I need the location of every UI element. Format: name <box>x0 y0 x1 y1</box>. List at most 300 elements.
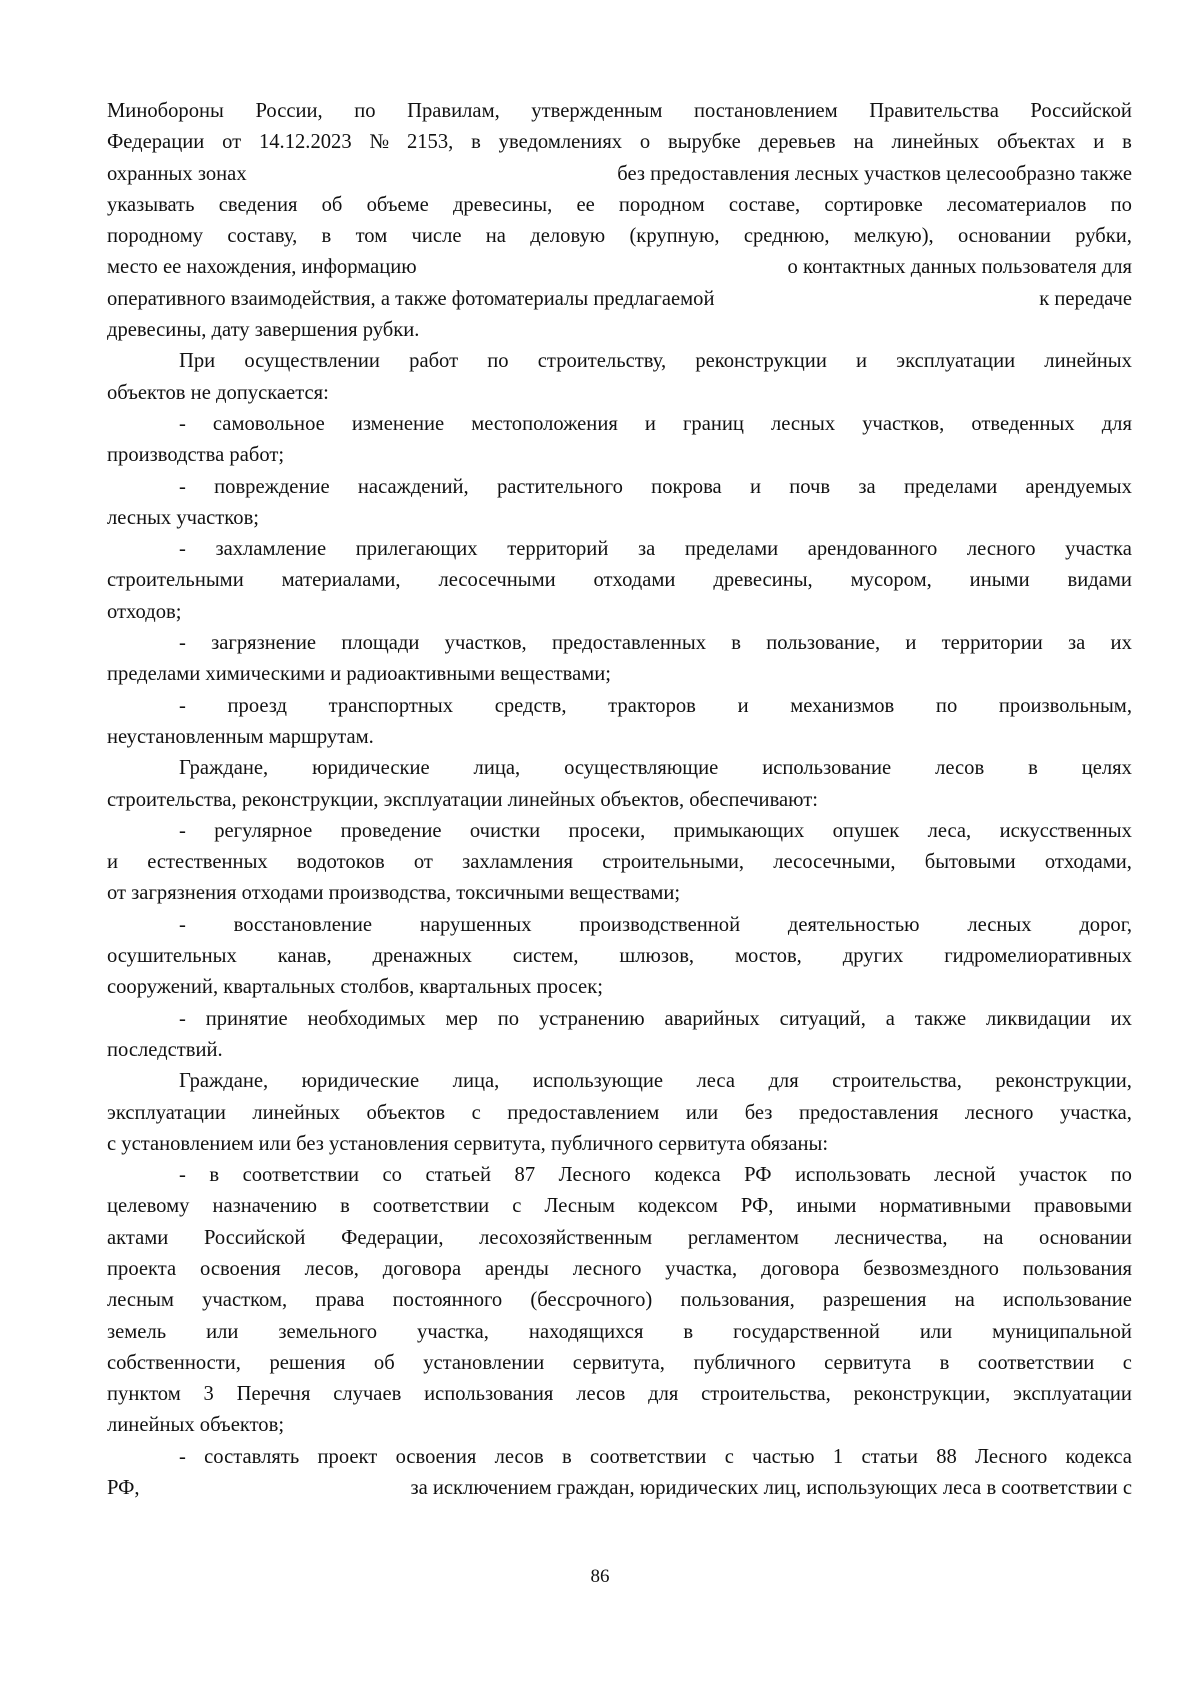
word: произвольным, <box>998 694 1132 717</box>
word: и <box>107 851 119 874</box>
word: объектов <box>366 1101 446 1124</box>
text-line <box>107 628 1132 659</box>
text-line <box>107 816 1132 847</box>
word: по <box>487 350 509 373</box>
word: видами <box>1067 569 1132 592</box>
word: лесосечными, <box>773 851 896 874</box>
word: мер <box>445 1007 478 1030</box>
word: постоянного <box>392 1289 503 1312</box>
word: № <box>369 131 390 154</box>
word: бытовыми <box>924 851 1016 874</box>
word: сервитута, <box>572 1351 665 1374</box>
word: объеме <box>366 193 429 216</box>
word: деловую <box>530 225 606 248</box>
word: по <box>354 100 376 122</box>
word: леса, <box>927 819 972 842</box>
word: повреждение <box>214 475 330 498</box>
word: по <box>497 1007 520 1030</box>
word: транспортных <box>328 694 454 717</box>
word: участка, <box>665 1257 738 1280</box>
word: Перечня <box>236 1383 311 1406</box>
word: использование <box>762 757 892 780</box>
word: лесного <box>964 1101 1034 1124</box>
word: Российской <box>203 1226 306 1249</box>
word: права <box>315 1289 365 1312</box>
word: площади <box>341 632 420 655</box>
word: рубки, <box>1075 225 1132 248</box>
word: правовыми <box>1034 1195 1132 1218</box>
word: объектах <box>996 131 1076 154</box>
word: - <box>179 819 186 842</box>
text-line <box>107 1348 1132 1379</box>
word: земельного <box>278 1320 378 1343</box>
word: просеки, <box>568 819 646 842</box>
word: почв <box>789 475 831 498</box>
word: регламентом <box>687 1226 799 1249</box>
word: публичного <box>693 1351 796 1374</box>
word: вырубке <box>668 131 741 154</box>
word: кодексом <box>638 1195 718 1218</box>
word: использование <box>1002 1289 1132 1312</box>
word: с <box>724 1445 734 1468</box>
word: предоставлением <box>507 1101 660 1124</box>
text-line <box>107 1004 1132 1035</box>
word: за <box>1068 632 1086 655</box>
word: лесов <box>576 1383 626 1406</box>
word: решения <box>269 1351 346 1374</box>
word: нарушенных <box>419 913 532 936</box>
word: - <box>179 1007 186 1030</box>
word: арендуемых <box>1025 475 1132 498</box>
word: в <box>731 632 741 655</box>
word: разрешения <box>822 1289 927 1312</box>
word: эксплуатации <box>896 350 1016 373</box>
word: для <box>648 1383 679 1406</box>
word: на <box>983 1226 1004 1249</box>
word: в <box>321 225 332 248</box>
text-line <box>107 127 1132 158</box>
word: земель <box>107 1320 167 1343</box>
word: и <box>905 632 917 655</box>
text-line <box>107 472 1132 503</box>
word: том <box>355 225 388 248</box>
text-segment: место ее нахождения, информацию <box>107 256 417 279</box>
word: очистки <box>469 819 541 842</box>
word: - <box>179 913 186 936</box>
word: за <box>637 538 656 561</box>
word: строительству, <box>537 350 667 373</box>
word: юридические <box>312 757 430 780</box>
word: пользование, <box>766 632 881 655</box>
word: иными <box>969 569 1030 592</box>
word: составлять <box>204 1445 300 1468</box>
word: иными <box>796 1195 857 1218</box>
word: лесов <box>494 1445 544 1468</box>
word: соответствии <box>372 1195 490 1218</box>
word: участка <box>1065 538 1132 561</box>
text-line <box>107 1410 1132 1441</box>
text-segment: РФ, <box>107 1477 140 1500</box>
word: средств, <box>494 694 567 717</box>
word: а <box>885 1007 895 1030</box>
text-segment: линейных объектов; <box>107 1414 285 1437</box>
text-line <box>107 847 1132 878</box>
word: - <box>179 1445 186 1468</box>
word: - <box>179 1164 186 1187</box>
word: Правилам, <box>407 100 500 122</box>
word: канав, <box>277 945 332 968</box>
word: в <box>562 1445 572 1468</box>
word: нормативными <box>879 1195 1011 1218</box>
word: гидромелиоративных <box>944 945 1132 968</box>
word: строительства, <box>701 1383 831 1406</box>
word: РФ, <box>740 1195 774 1218</box>
word: линейных <box>891 131 980 154</box>
word: - <box>179 694 186 717</box>
word: по <box>935 694 958 717</box>
word: местоположения <box>471 412 618 435</box>
word: лесохозяйственным <box>479 1226 653 1249</box>
text-segment: объектов не допускается: <box>107 381 329 404</box>
word: статьи <box>861 1445 918 1468</box>
word: покрова <box>651 475 722 498</box>
word: указывать <box>107 193 195 216</box>
word: породном <box>618 193 705 216</box>
word: находящихся <box>528 1320 644 1343</box>
word: пользования <box>1022 1257 1132 1280</box>
text-line <box>107 221 1132 252</box>
word: кодекса <box>1065 1445 1132 1468</box>
text-segment: лесных участков; <box>107 506 260 529</box>
text-line <box>107 753 1132 784</box>
word: эксплуатации <box>107 1101 226 1124</box>
word: статьей <box>425 1164 492 1187</box>
word: - <box>179 475 186 498</box>
word: производственной <box>579 913 741 936</box>
word: территорий <box>507 538 609 561</box>
word: установлении <box>423 1351 545 1374</box>
word: назначению <box>212 1195 318 1218</box>
word: растительного <box>496 475 623 498</box>
page-number: 86 <box>590 1566 610 1587</box>
text-line <box>107 1191 1132 1222</box>
word: пределами <box>903 475 998 498</box>
word: среднюю, <box>743 225 830 248</box>
text-line <box>107 409 1132 440</box>
word: шлюзов, <box>619 945 695 968</box>
word: При <box>179 350 216 373</box>
word: от <box>413 851 433 874</box>
word: загрязнение <box>211 632 317 655</box>
word: 3 <box>203 1383 214 1406</box>
word: Федерации, <box>341 1226 444 1249</box>
word: освоения <box>200 1257 281 1280</box>
word: предоставления <box>798 1101 939 1124</box>
word: целевому <box>107 1195 190 1218</box>
word: прилегающих <box>355 538 478 561</box>
word: насаждений, <box>357 475 469 498</box>
word: устранению <box>538 1007 645 1030</box>
word: опушек <box>832 819 900 842</box>
word: об <box>321 193 343 216</box>
word: основании <box>958 225 1051 248</box>
text-line <box>107 1442 1132 1473</box>
word: с <box>1122 1351 1132 1374</box>
word: со <box>382 1164 402 1187</box>
word: 2153, <box>406 131 454 154</box>
word: тракторов <box>608 694 696 717</box>
word: арендованного <box>807 538 938 561</box>
word: в <box>340 1195 350 1218</box>
word: использующие <box>532 1070 664 1093</box>
word: Российской <box>1030 100 1132 122</box>
word: деятельностью <box>787 913 920 936</box>
word: по <box>1110 193 1132 216</box>
word: лесосечными <box>438 569 556 592</box>
text-segment: охранных зонах <box>107 162 247 185</box>
text-line <box>107 284 1132 315</box>
text-segment: оперативного взаимодействия, а также фотоматериалы предлагаемой <box>107 287 715 310</box>
word: границ <box>682 412 744 435</box>
word: и <box>749 475 761 498</box>
word: (бессрочного) <box>530 1289 653 1312</box>
word: территории <box>941 632 1043 655</box>
word: участка, <box>1060 1101 1132 1124</box>
word: лесного <box>572 1257 642 1280</box>
word: сервитута <box>824 1351 912 1374</box>
word: предоставленных <box>551 632 707 655</box>
text-line <box>107 1317 1132 1348</box>
word: их <box>1110 632 1132 655</box>
word: породному <box>107 225 204 248</box>
word: Лесным <box>544 1195 615 1218</box>
word: ее <box>576 193 595 216</box>
word: в <box>209 1164 220 1187</box>
word: юридические <box>301 1070 420 1093</box>
word: реконструкции, <box>853 1383 991 1406</box>
text-line <box>107 159 1132 190</box>
word: и <box>644 412 656 435</box>
word: деревьев <box>758 131 836 154</box>
word: сведения <box>218 193 298 216</box>
word: составе, <box>728 193 801 216</box>
word: дренажных <box>372 945 472 968</box>
word: о <box>639 131 651 154</box>
word: - <box>179 412 186 435</box>
text-line <box>107 722 1132 753</box>
word: случаев <box>333 1383 402 1406</box>
word: регулярное <box>214 819 313 842</box>
word: также <box>914 1007 967 1030</box>
word: основании <box>1039 1226 1132 1249</box>
word: или <box>206 1320 239 1343</box>
word: и <box>737 694 749 717</box>
word: на <box>485 225 506 248</box>
text-line <box>107 565 1132 596</box>
text-segment: без предоставления лесных участков целесообразно также <box>617 162 1132 185</box>
word: самовольное <box>212 412 325 435</box>
word: использования <box>424 1383 554 1406</box>
word: пределами <box>684 538 779 561</box>
word: использовать <box>795 1164 911 1187</box>
word: аварийных <box>664 1007 760 1030</box>
word: для <box>768 1070 799 1093</box>
word: их <box>1110 1007 1132 1030</box>
word: Минобороны <box>107 100 224 122</box>
text-line <box>107 1473 1132 1504</box>
word: сортировке <box>824 193 923 216</box>
text-segment: неустановленным маршрутам. <box>107 725 374 748</box>
word: Лесного <box>975 1445 1048 1468</box>
word: уведомлениях <box>498 131 623 154</box>
text-segment: отходов; <box>107 600 182 623</box>
text-line <box>107 1066 1132 1097</box>
word: линейных <box>1044 350 1132 373</box>
word: 88 <box>936 1445 957 1468</box>
text-segment: с установлением или без установления сервитута, публичного сервитута обязаны: <box>107 1132 829 1155</box>
text-line <box>107 96 1132 127</box>
word: древесины, <box>452 193 553 216</box>
word: в <box>1028 757 1038 780</box>
word: с <box>471 1101 481 1124</box>
word: строительными, <box>602 851 745 874</box>
word: в <box>1122 131 1132 154</box>
word: государственной <box>733 1320 880 1343</box>
word: ликвидации <box>986 1007 1091 1030</box>
text-line <box>107 1285 1132 1316</box>
text-line <box>107 1254 1132 1285</box>
text-line <box>107 1098 1132 1129</box>
word: реконструкции, <box>995 1070 1132 1093</box>
word: по <box>1110 1164 1132 1187</box>
word: мелкую), <box>853 225 934 248</box>
word: участков, <box>862 412 945 435</box>
word: соответствии <box>590 1445 707 1468</box>
word: захламления <box>462 851 574 874</box>
word: осуществлении <box>244 350 380 373</box>
text-line <box>107 659 1132 690</box>
text-segment: производства работ; <box>107 444 285 467</box>
word: мусором, <box>850 569 932 592</box>
word: мостов, <box>734 945 802 968</box>
word: договора <box>761 1257 840 1280</box>
word: России, <box>255 100 323 122</box>
word: отходами, <box>1044 851 1132 874</box>
word: кодекса <box>654 1164 721 1187</box>
word: 87 <box>514 1164 536 1187</box>
word: лесов, <box>304 1257 359 1280</box>
word: освоения <box>395 1445 477 1468</box>
word: эксплуатации <box>1013 1383 1132 1406</box>
word: договора <box>382 1257 462 1280</box>
text-segment: пределами химическими и радиоактивными веществами; <box>107 663 612 686</box>
word: в <box>939 1351 950 1374</box>
text-line <box>107 315 1132 346</box>
word: безвозмездного <box>863 1257 999 1280</box>
text-segment: о контактных данных пользователя для <box>787 256 1132 279</box>
text-line <box>107 972 1132 1003</box>
word: древесины, <box>713 569 813 592</box>
word: собственности, <box>107 1351 241 1374</box>
word: отходами <box>593 569 676 592</box>
word: лица, <box>473 757 521 780</box>
word: или <box>685 1101 719 1124</box>
word: проекта <box>107 1257 177 1280</box>
word: участка, <box>417 1320 489 1343</box>
word: реконструкции <box>695 350 827 373</box>
word: аренды <box>484 1257 549 1280</box>
word: актами <box>107 1226 169 1249</box>
word: в <box>471 131 481 154</box>
word: целях <box>1081 757 1132 780</box>
word: и <box>1093 131 1105 154</box>
word: утвержденным <box>531 100 663 122</box>
word: постановлением <box>693 100 838 122</box>
text-line <box>107 1129 1132 1160</box>
word: (крупную, <box>629 225 720 248</box>
text-segment: последствий. <box>107 1038 223 1061</box>
word: необходимых <box>307 1007 426 1030</box>
word: участком, <box>202 1289 288 1312</box>
word: примыкающих <box>673 819 805 842</box>
word: отведенных <box>971 412 1075 435</box>
word: на <box>853 131 874 154</box>
word: РФ <box>744 1164 772 1187</box>
text-line <box>107 503 1132 534</box>
word: с <box>512 1195 522 1218</box>
text-segment: строительства, реконструкции, эксплуатации линейных объектов, обеспечивают: <box>107 788 819 811</box>
word: проект <box>317 1445 378 1468</box>
word: строительства, <box>832 1070 962 1093</box>
word: Граждане, <box>179 1070 269 1093</box>
text-line <box>107 941 1132 972</box>
word: числе <box>411 225 462 248</box>
text-line <box>107 534 1132 565</box>
word: осушительных <box>107 945 237 968</box>
word: леса <box>696 1070 735 1093</box>
word: Граждане, <box>179 757 269 780</box>
word: восстановление <box>233 913 373 936</box>
text-segment: за исключением граждан, юридических лиц, использующих леса в соответствии с <box>410 1477 1132 1500</box>
word: участок <box>1019 1164 1088 1187</box>
text-line <box>107 1379 1132 1410</box>
text-segment: к передаче <box>1039 287 1132 310</box>
word: пунктом <box>107 1383 181 1406</box>
word: 1 <box>832 1445 844 1468</box>
word: об <box>373 1351 395 1374</box>
word: проведение <box>340 819 442 842</box>
word: муниципальной <box>992 1320 1132 1343</box>
text-line <box>107 878 1132 909</box>
text-line <box>107 378 1132 409</box>
word: лесных <box>967 913 1032 936</box>
word: лица, <box>452 1070 500 1093</box>
word: лесничества, <box>834 1226 948 1249</box>
text-line <box>107 910 1132 941</box>
word: 14.12.2023 <box>258 131 352 154</box>
word: строительными <box>107 569 244 592</box>
word: соответствии <box>977 1351 1095 1374</box>
word: Правительства <box>869 100 999 122</box>
word: для <box>1101 412 1132 435</box>
word: ситуаций, <box>779 1007 866 1030</box>
word: участков, <box>444 632 527 655</box>
word: лесной <box>934 1164 996 1187</box>
text-line <box>107 1035 1132 1066</box>
text-line <box>107 1160 1132 1191</box>
word: за <box>858 475 876 498</box>
word: от <box>222 131 242 154</box>
